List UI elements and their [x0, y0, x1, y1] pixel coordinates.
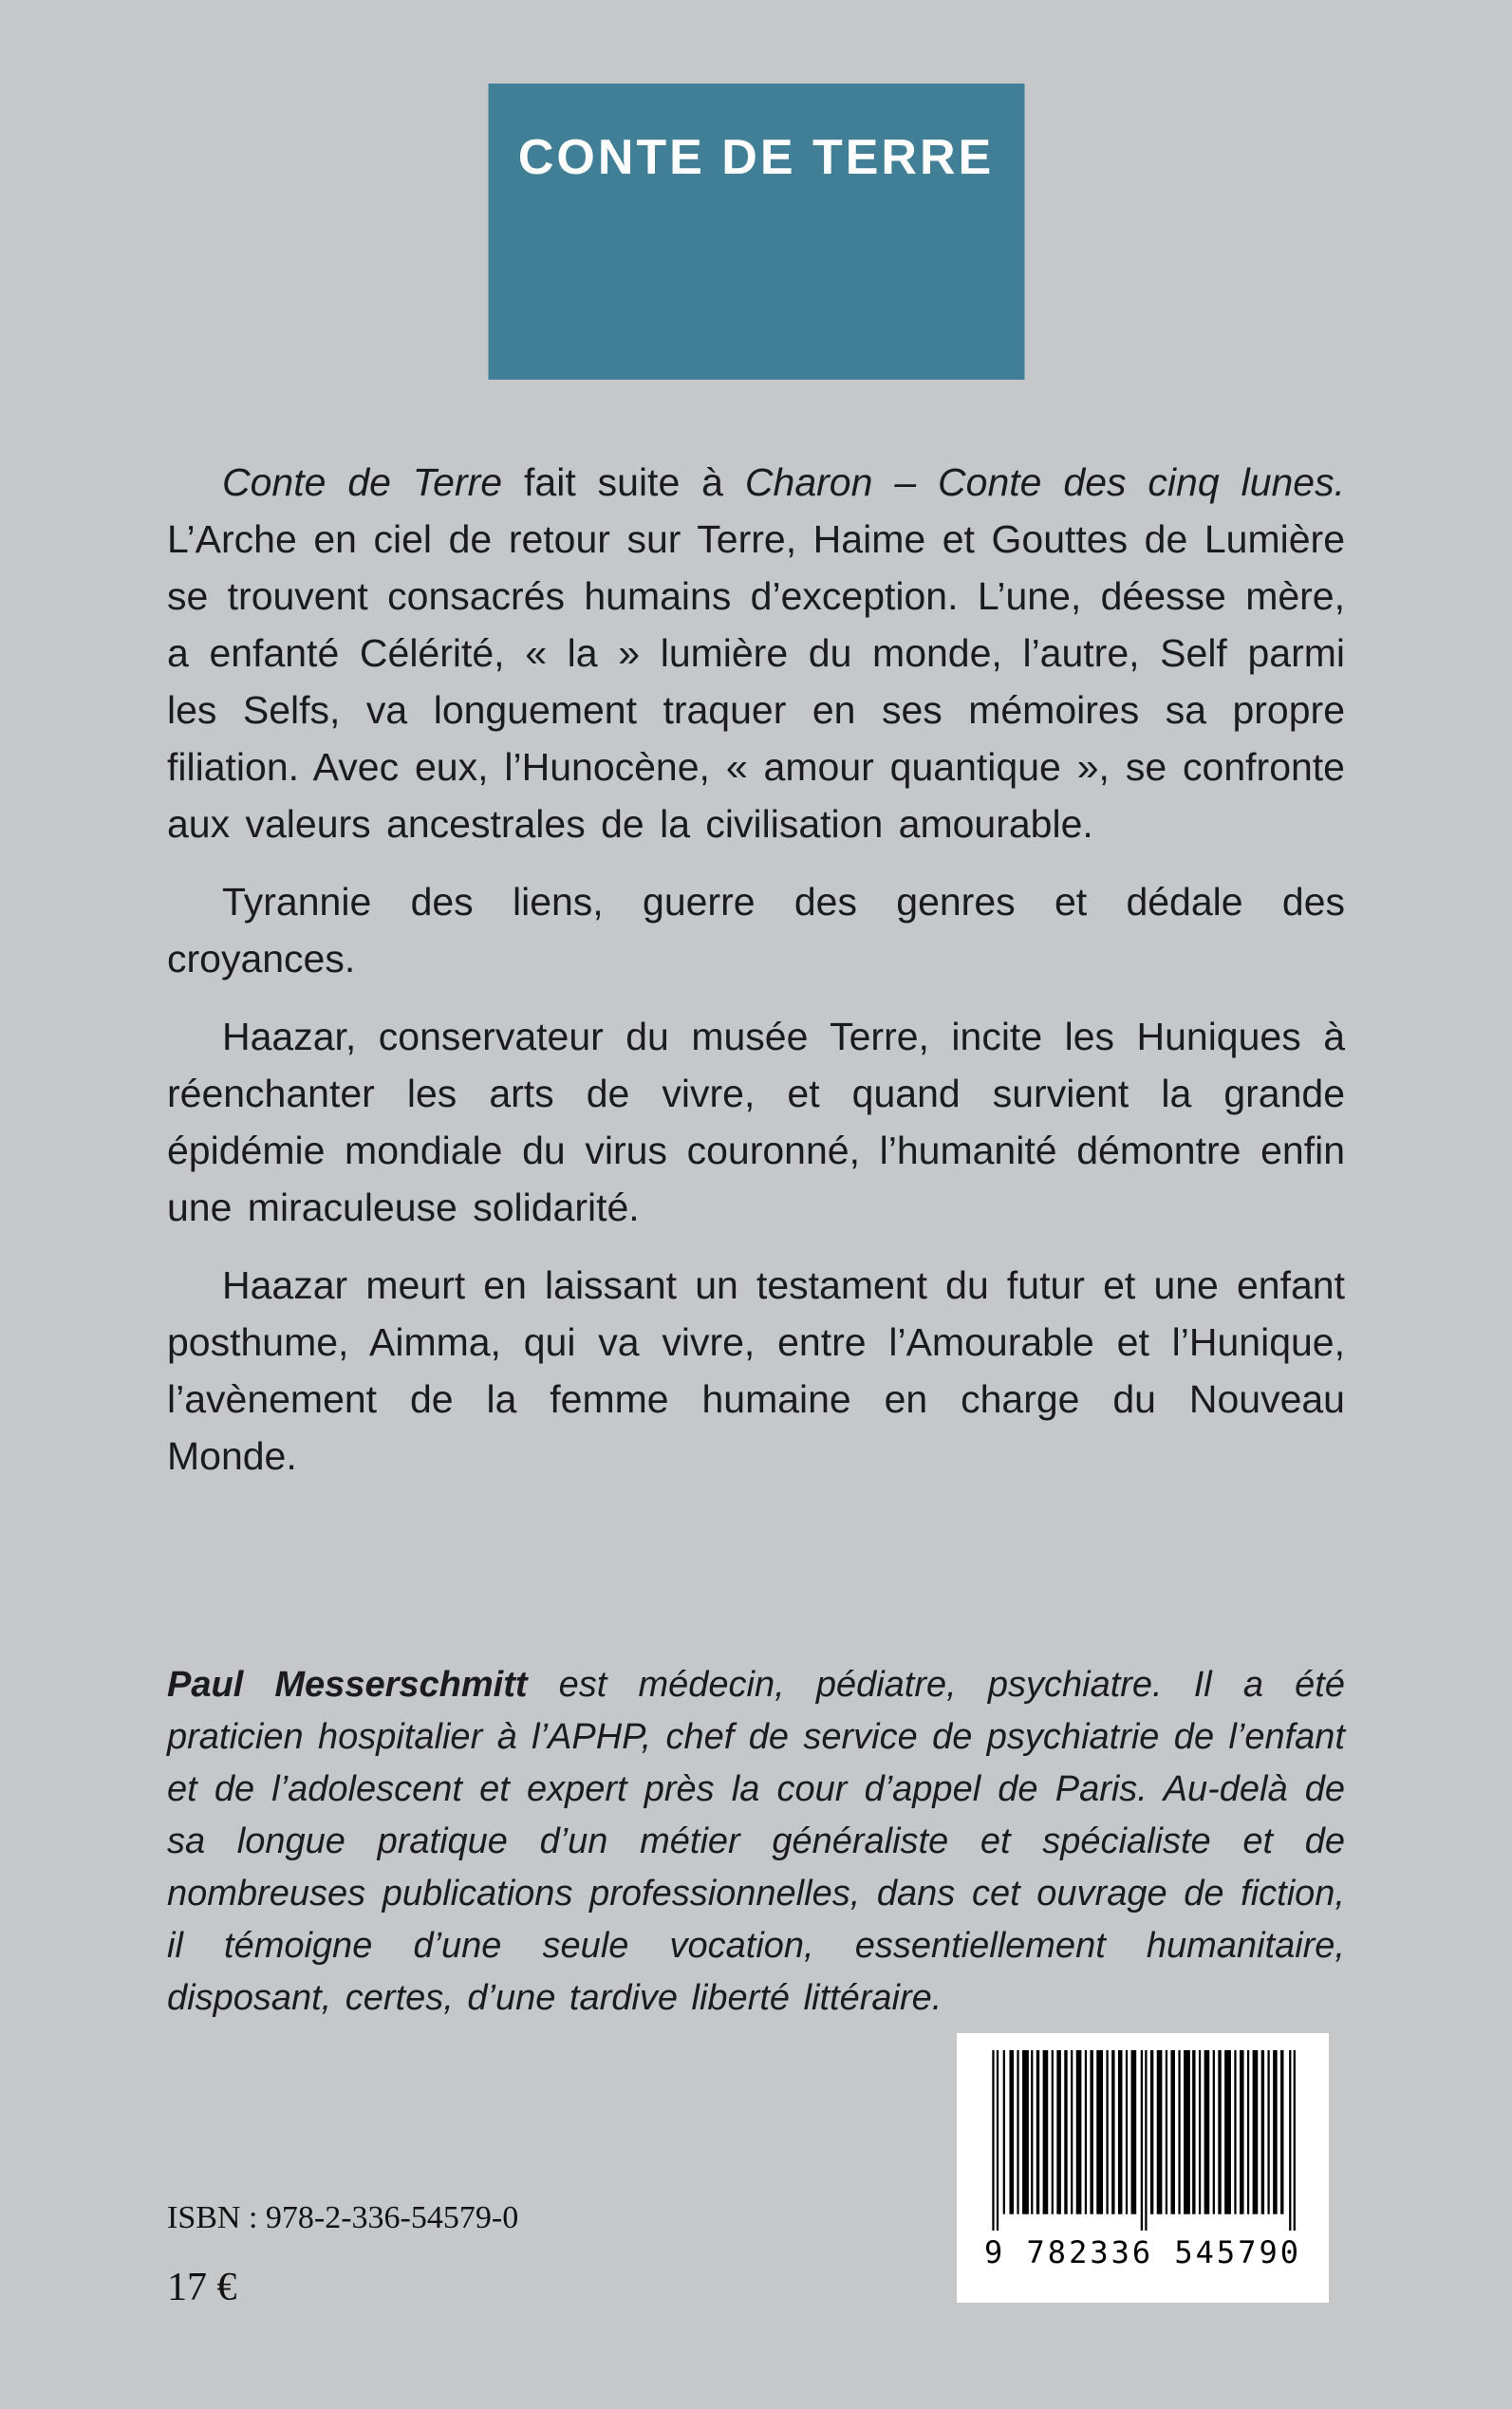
price-label: 17 € — [167, 2266, 237, 2309]
synopsis-paragraph-1 — [167, 454, 1345, 852]
book-title: CONTE DE TERRE — [517, 130, 995, 185]
synopsis-p1-rest: L’Arche en ciel de retour sur Terre, Haime et Gouttes de Lumière se trouvent consacrés humains d’exception. L’une, déesse mère, a enfanté Célérité, « la » lumière du monde, l’autre, Self parmi les Selfs, va longuement traquer en ses mémoires sa propre filiation. Avec eux, l’Hunocène, « amour quantique », se confronte aux valeurs ancestrales de la civilisation amourable. — [167, 517, 1345, 846]
synopsis — [167, 454, 1345, 1505]
author-bio-text: est médecin, pédiatre, psychiatre. Il a été praticien hospitalier à l’APHP, chef de service de psychiatrie de l’enfant et de l’adolescent et expert près la cour d’appel de Paris. Au-delà de sa longue pratique d’un métier généraliste et spécialiste et de nombreuses publications professionnelles, dans cet ouvrage de fiction, il témoigne d’une seule vocation, essentiellement humanitaire, disposant, certes, d’une tardive liberté littéraire. — [167, 1665, 1346, 2018]
author-bio-paragraph — [167, 1659, 1345, 2025]
title-banner — [488, 84, 1024, 380]
synopsis-paragraph-3: Haazar, conservateur du musée Terre, incite les Huniques à réenchanter les arts de vivre, et quand survient la grande épidémie mondiale du virus couronné, l’humanité démontre enfin une miraculeuse solidarité. — [167, 1015, 1345, 1229]
inline-sequel-title: Charon – Conte des cinq lunes. — [744, 460, 1345, 504]
barcode — [957, 2033, 1329, 2303]
synopsis-paragraph-2: Tyrannie des liens, guerre des genres et dédale des croyances. — [167, 880, 1345, 980]
barcode-bars-graphic — [981, 2050, 1304, 2231]
barcode-number: 9 782336 545790 — [984, 2234, 1301, 2270]
inline-book-title: Conte de Terre — [222, 460, 503, 504]
author-name: Paul Messerschmitt — [167, 1665, 528, 1705]
synopsis-p1-mid: fait suite à — [502, 460, 745, 504]
isbn-label: ISBN : 978-2-336-54579-0 — [167, 2200, 519, 2235]
synopsis-paragraph-4: Haazar meurt en laissant un testament du futur et une enfant posthume, Aimma, qui va vivre, entre l’Amourable et l’Hunique, l’avènement de la femme humaine en charge du Nouveau Monde. — [167, 1263, 1345, 1478]
author-bio — [167, 1659, 1345, 2025]
